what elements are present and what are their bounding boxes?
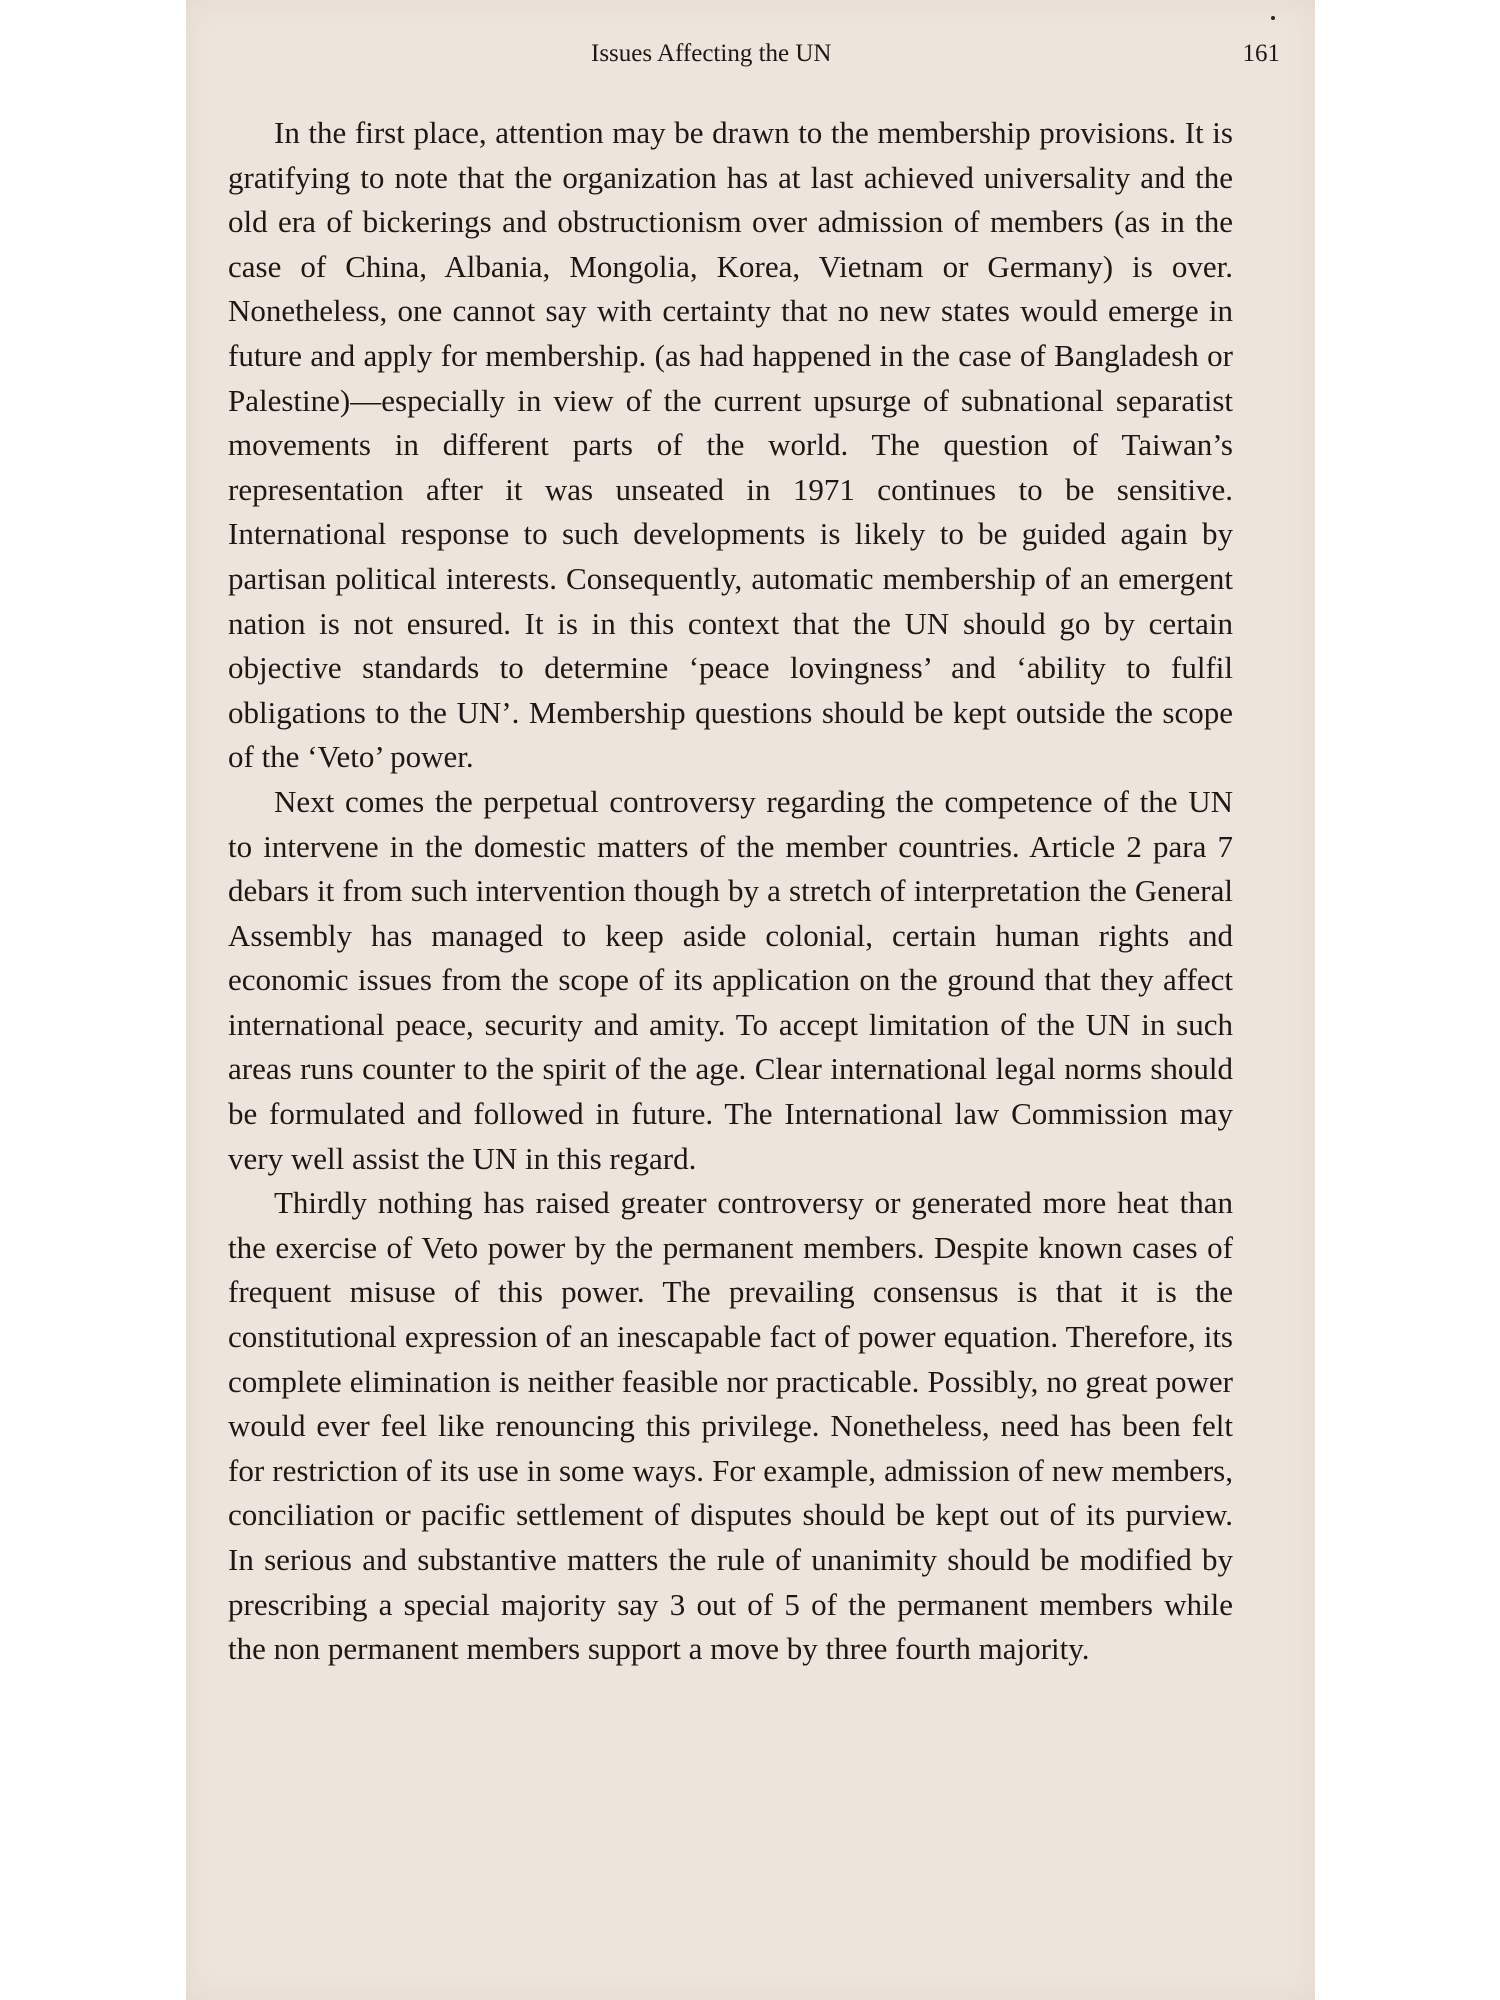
running-head [186, 40, 1315, 80]
page-number: 161 [1242, 40, 1280, 67]
paragraph-domestic-jurisdiction: Next comes the perpetual controversy regarding the competence of the UN to intervene in the domestic matters of the member countries. Article 2 para 7 debars it from such intervention though by a stretch of interpretation the General Assembly has managed to keep aside colonial, certain human rights and economic issues from the scope of its application on the ground that they affect international peace, security and amity. To accept limitation of the UN in such areas runs counter to the spirit of the age. Clear international legal norms should be formulated and followed in future. The International law Commission may very well assist the UN in this regard. [228, 783, 1233, 1176]
paragraph-membership: In the first place, attention may be drawn to the membership provisions. It is gratifying to note that the organization has at last achieved universality and the old era of bickerings and obstructionism over admission of members (as in the case of China, Albania, Mongolia, Korea, Vietnam or Germany) is over. Nonetheless, one cannot say with certainty that no new states would emerge in future and apply for membership. (as had happened in the case of Bangladesh or Palestine)—especially in view of the current upsurge of subnational separatist movements in different parts of the world. The question of Taiwan’s representation after it was unseated in 1971 continues to be sensitive. International response to such developments is likely to be guided again by partisan political interests. Consequently, automatic membership of an emergent nation is not ensured. It is in this context that the UN should go by certain objective standards to determine ‘peace lovingness’ and ‘ability to fulfil obligations to the UN’. Membership questions should be kept outside the scope of the ‘Veto’ power. [228, 115, 1233, 775]
book-page [186, 0, 1315, 2000]
ink-speck [1271, 16, 1275, 20]
body-text [228, 111, 1233, 1672]
paragraph-veto-power: Thirdly nothing has raised greater controversy or generated more heat than the exercise of Veto power by the permanent members. Despite known cases of frequent misuse of this power. The prevailing consensus is that it is the constitutional expression of an inescapable fact of power equation. Therefore, its complete elimination is neither feasible nor practicable. Possibly, no great power would ever feel like renouncing this privilege. Nonetheless, need has been felt for restriction of its use in some ways. For example, admission of new members, conciliation or pacific settlement of disputes should be kept out of its purview. In serious and substantive matters the rule of unanimity should be modified by prescribing a special majority say 3 out of 5 of the permanent members while the non permanent members support a move by three fourth majority. [228, 1185, 1233, 1667]
running-head-title: Issues Affecting the UN [591, 40, 832, 67]
